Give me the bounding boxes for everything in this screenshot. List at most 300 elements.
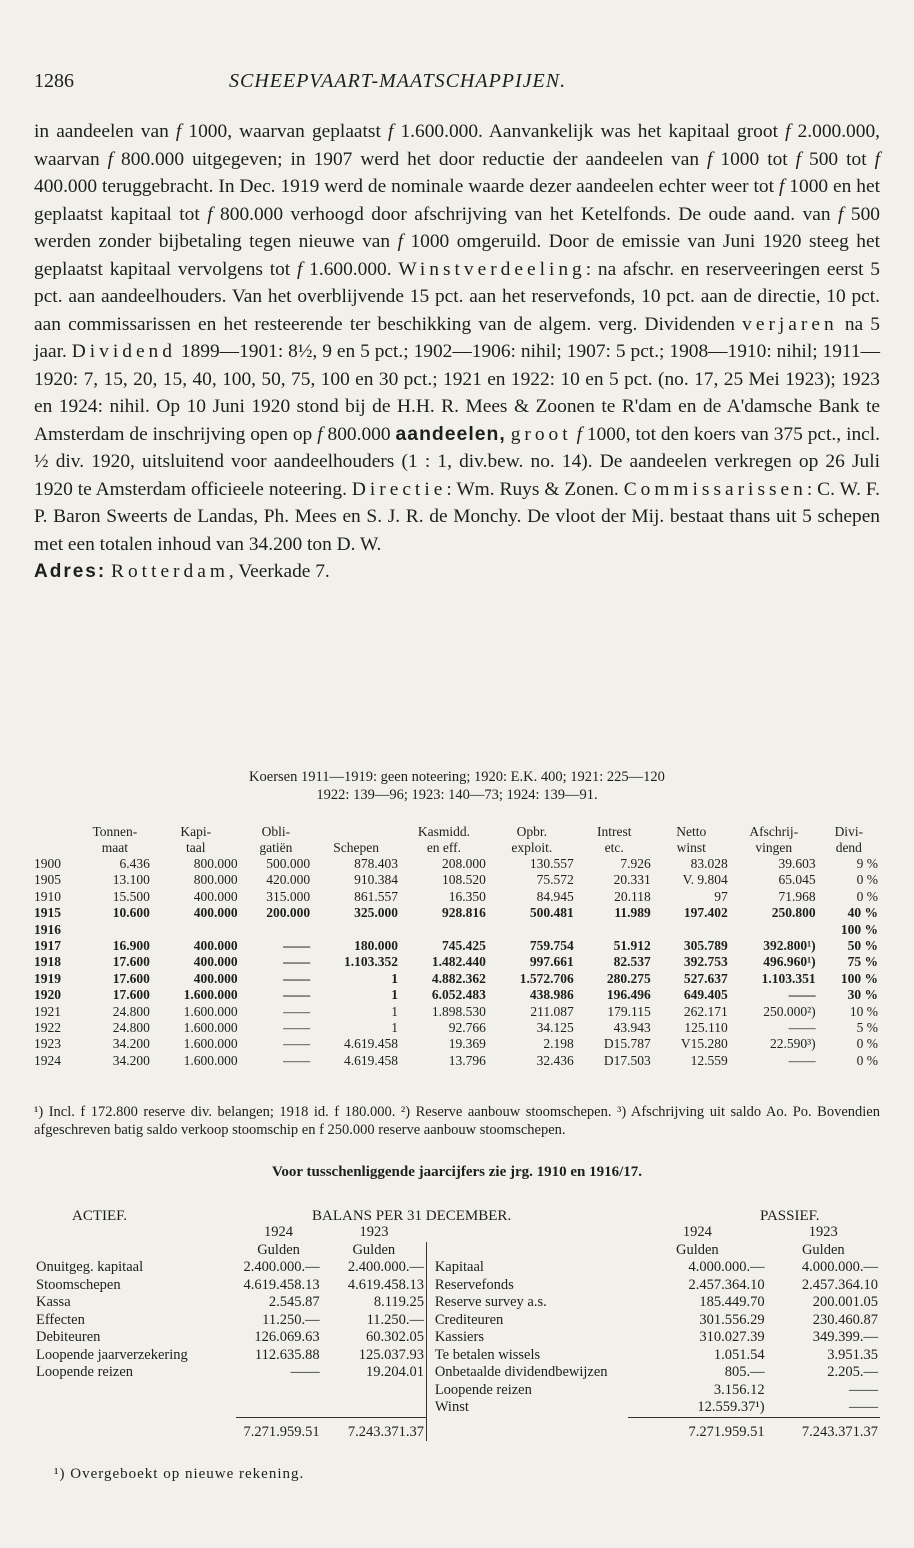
balance-item-value: 4.619.458.13 xyxy=(243,1276,320,1293)
table-cell: —— xyxy=(283,938,311,954)
year-cell: 1922 xyxy=(34,1020,61,1036)
table-cell: 496.960¹) xyxy=(763,954,816,970)
table-cell: 400.000 xyxy=(193,905,238,921)
text-run: 500 tot xyxy=(801,148,875,170)
spaced-term: Dividend xyxy=(71,341,176,362)
balance-item-label: Reserve survey a.s. xyxy=(434,1294,547,1310)
currency-symbol: f xyxy=(838,203,844,225)
table-cell: 5 % xyxy=(856,1020,878,1036)
text-run: 1000 omgeruild. Door de emissie van Juni 1920 steeg het geplaatst kapitaal vervolgens tot xyxy=(34,231,880,280)
year-cell: 1924 xyxy=(34,1052,61,1068)
table-cell: 4.882.362 xyxy=(431,970,486,986)
text-run: 1.600.000. Aanvankelijk was het kapitaal groot xyxy=(393,121,786,142)
table-cell xyxy=(78,922,152,938)
year-col-actief-1: 1924 xyxy=(264,1224,294,1240)
footnote-text: ¹) Incl. f 172.800 reserve div. belangen; 1918 id. f 180.000. ²) Reserve aanbouw stoomschepen. ³) Afschrijving uit saldo Ao. Po. Bovendien afgeschreven batig saldo verkoop stoomschip en f 250.000 reserve aanbouw stoomschepen. xyxy=(34,1104,880,1138)
table-cell: —— xyxy=(283,1003,311,1019)
table-cell: 861.557 xyxy=(354,888,399,904)
table-cell: 1.600.000 xyxy=(183,987,238,1003)
financial-statistics-table xyxy=(34,824,880,1069)
total-actief-1923: 7.243.371.37 xyxy=(322,1417,427,1441)
table-footnotes xyxy=(34,1104,880,1139)
table-cell: —— xyxy=(283,987,311,1003)
unit-passief-1: Gulden xyxy=(675,1241,719,1258)
balance-item-label: Stoomschepen xyxy=(36,1276,121,1293)
balance-item-value xyxy=(322,1382,427,1400)
table-cell: V15.280 xyxy=(680,1036,728,1052)
table-cell: 200.000 xyxy=(266,905,311,921)
table-cell: 71.968 xyxy=(778,888,816,904)
text-run: in aandeelen van xyxy=(34,121,176,142)
address-street: , Veerkade 7. xyxy=(228,561,330,582)
stats-col-header: Schepen xyxy=(333,840,379,855)
table-cell: 0 % xyxy=(856,1036,878,1052)
table-row xyxy=(34,954,880,970)
table-cell: 1.572.706 xyxy=(519,970,574,986)
stats-col-header: exploit. xyxy=(511,840,553,855)
table-cell: 0 % xyxy=(856,888,878,904)
spaced-term: Commissarissen xyxy=(623,478,807,500)
table-cell: 649.405 xyxy=(683,987,728,1003)
stats-col-header xyxy=(34,840,78,856)
text-run: 1000, waarvan geplaatst xyxy=(181,121,388,142)
table-cell: 500.000 xyxy=(266,856,311,871)
balance-item-label: Te betalen wissels xyxy=(434,1346,541,1363)
year-cell: 1921 xyxy=(34,1003,61,1019)
table-cell: 24.800 xyxy=(112,1020,150,1036)
year-cell: 1923 xyxy=(34,1036,61,1052)
table-cell: —— xyxy=(283,1036,311,1052)
company-description xyxy=(34,118,880,586)
table-cell: 100 % xyxy=(840,970,878,986)
table-cell: 400.000 xyxy=(193,970,238,986)
table-cell: 878.403 xyxy=(354,856,399,871)
table-cell xyxy=(240,922,313,938)
reference-note: Voor tusschenliggende jaarcijfers zie jrg. 1910 en 1916/17. xyxy=(271,1164,643,1180)
table-row xyxy=(34,922,880,938)
stats-col-header: en eff. xyxy=(426,840,462,855)
balance-item-value: 12.559.37¹) xyxy=(697,1399,765,1415)
currency-symbol: f xyxy=(795,148,802,170)
table-cell: 17.600 xyxy=(112,970,150,986)
total-actief-1924: 7.271.959.51 xyxy=(236,1417,322,1441)
balance-item-value xyxy=(236,1382,322,1400)
table-cell: 43.943 xyxy=(613,1020,651,1036)
balance-row xyxy=(34,1382,880,1400)
table-cell xyxy=(400,922,488,938)
text-run: 1.600.000. xyxy=(302,258,399,280)
spaced-term: verjaren xyxy=(742,313,838,335)
currency-symbol: f xyxy=(175,121,182,142)
stats-col-header: Kapi- xyxy=(180,824,212,839)
currency-symbol: f xyxy=(107,148,114,170)
total-passief-1923: 7.243.371.37 xyxy=(767,1417,880,1441)
table-cell: 392.753 xyxy=(683,954,728,970)
balance-item-value: 125.037.93 xyxy=(358,1346,425,1363)
stats-col-header: Afschrij- xyxy=(749,824,799,839)
table-cell: 325.000 xyxy=(354,905,399,921)
balance-item-value: 2.457.364.10 xyxy=(688,1276,765,1293)
text-run: 800.000 verhoogd door afschrijving van het Ketelfonds. De oude aand. van xyxy=(212,203,839,225)
table-cell: 16.900 xyxy=(112,938,150,954)
text-run: : Wm. Ruys & Zonen. xyxy=(446,478,624,500)
balance-row xyxy=(34,1312,880,1330)
table-cell: 17.600 xyxy=(112,987,150,1003)
balance-item-label: Kapitaal xyxy=(434,1259,484,1275)
table-cell: 997.661 xyxy=(529,954,574,970)
description-paragraph xyxy=(34,118,880,558)
table-cell: 9 % xyxy=(856,856,878,871)
table-cell: 51.912 xyxy=(613,938,651,954)
table-cell: 17.600 xyxy=(112,954,150,970)
balance-title: BALANS PER 31 DECEMBER. xyxy=(312,1208,512,1224)
balance-item-label: Kassiers xyxy=(434,1329,484,1345)
balance-row xyxy=(34,1294,880,1312)
page-header xyxy=(34,70,880,100)
balance-item-value: 4.000.000.— xyxy=(801,1259,878,1275)
balance-item-value xyxy=(236,1399,322,1417)
balance-item-value: 805.— xyxy=(724,1364,765,1380)
table-cell: 10 % xyxy=(849,1003,878,1019)
table-cell: 211.087 xyxy=(530,1003,574,1019)
table-row xyxy=(34,1004,880,1020)
table-cell: 65.045 xyxy=(778,872,816,888)
table-cell: V. 9.804 xyxy=(682,872,728,888)
text-run: 800.000 uitgegeven; in 1907 werd het door reductie der aandeelen van xyxy=(113,148,708,170)
page-number: 1286 xyxy=(34,70,74,92)
balance-item-label xyxy=(34,1399,236,1417)
table-cell: 250.800 xyxy=(771,905,816,921)
balance-item-value: 19.204.01 xyxy=(366,1364,425,1380)
table-cell: 1.103.351 xyxy=(761,970,816,986)
balance-item-label: Loopende reizen xyxy=(434,1381,532,1398)
table-row xyxy=(34,905,880,921)
stats-col-header: dend xyxy=(835,840,862,855)
table-cell: 6.052.483 xyxy=(431,987,486,1003)
balance-item-value: 185.449.70 xyxy=(699,1294,765,1310)
table-cell xyxy=(488,922,576,938)
table-cell: 1 xyxy=(391,1003,399,1019)
table-cell: 97 xyxy=(714,888,728,904)
table-cell: 1.600.000 xyxy=(183,1003,238,1019)
text-run: 500 werden zonder bijbetaling tegen nieuwe van xyxy=(34,203,880,252)
table-cell: 745.425 xyxy=(441,938,486,954)
balance-sheet xyxy=(34,1224,880,1441)
currency-symbol: f xyxy=(207,203,213,225)
balance-item-value: —— xyxy=(849,1381,878,1398)
balance-item-value: 301.556.29 xyxy=(699,1311,765,1328)
balance-row xyxy=(34,1399,880,1417)
balance-item-value: 3.951.35 xyxy=(827,1346,878,1363)
currency-symbol: f xyxy=(317,423,323,445)
table-cell: —— xyxy=(283,954,311,970)
year-cell: 1920 xyxy=(34,987,61,1003)
balance-row xyxy=(34,1259,880,1277)
table-cell xyxy=(653,922,730,938)
table-cell: 910.384 xyxy=(354,872,399,888)
spaced-term: Winstverdeeling xyxy=(398,258,586,280)
table-cell: 1.482.440 xyxy=(431,954,486,970)
table-cell: 32.436 xyxy=(536,1052,574,1068)
table-cell: 400.000 xyxy=(193,888,238,904)
balance-item-value: 2.400.000.— xyxy=(243,1259,320,1275)
table-cell: 180.000 xyxy=(354,938,399,954)
table-cell: 108.520 xyxy=(441,872,486,888)
table-row xyxy=(34,938,880,954)
table-cell: 800.000 xyxy=(193,856,238,871)
stats-col-header: Divi- xyxy=(834,824,864,839)
currency-symbol: f xyxy=(397,231,403,252)
table-row xyxy=(34,889,880,905)
stats-col-header: gatiën xyxy=(259,840,293,855)
balance-item-value: 349.399.— xyxy=(812,1329,878,1345)
text-run: 1000, tot den koers van 375 pct., incl. ½ div. 1920, uitsluitend voor aandeelhouders (1 : 1, div.bew. no. 14). De aandeelen verkregen op 26 Juli 1920 te Amsterdam officieele noteering. xyxy=(34,423,880,500)
year-cell: 1918 xyxy=(34,954,61,970)
balance-item-label: Effecten xyxy=(36,1311,85,1328)
balance-item-value: 112.635.88 xyxy=(254,1346,320,1363)
balance-item-value: 11.250.— xyxy=(366,1311,425,1328)
year-cell: 1910 xyxy=(34,888,61,904)
balance-item-value: 3.156.12 xyxy=(713,1381,765,1398)
spaced-term: groot xyxy=(510,423,572,445)
stats-col-header: Tonnen- xyxy=(92,824,138,839)
running-title: SCHEEPVAART-MAATSCHAPPIJEN. xyxy=(229,70,567,92)
table-cell: 13.100 xyxy=(112,872,150,888)
table-cell: 4.619.458 xyxy=(344,1052,399,1068)
stats-col-header: etc. xyxy=(604,840,624,855)
table-cell: —— xyxy=(283,1052,311,1068)
currency-symbol: f xyxy=(874,148,880,170)
table-cell: 1.898.530 xyxy=(431,1003,486,1019)
table-cell: —— xyxy=(788,1020,816,1036)
bold-term: aandeelen, xyxy=(395,422,506,445)
table-cell: D15.787 xyxy=(603,1036,651,1052)
address-label: Adres: xyxy=(34,561,107,582)
balance-item-value: 2.400.000.— xyxy=(347,1259,425,1275)
text-run: 1899—1901: 8½, 9 en 5 pct.; 1902—1906: nihil; 1907: 5 pct.; 1908—1910: nihil; 1911—1920: 7, 15, 20, 15, 40, 100, 50, 75, 100 en 30 pct.; 1921 en 1922: 10 en 5 pct. (no. 17, 25 Mei 1923); 1923 en 1924: nihil. Op 10 Juni 1920 stond bij de H.H. R. Mees & Zoonen te R'dam en de A'damsche Bank te Amsterdam de inschrijving open op xyxy=(34,341,880,445)
table-cell: 125.110 xyxy=(684,1020,728,1036)
table-cell: 40 % xyxy=(847,905,878,921)
table-cell: 196.496 xyxy=(606,987,651,1003)
text-run: 800.000 xyxy=(322,423,396,445)
table-cell: 20.331 xyxy=(613,872,651,888)
table-cell: 0 % xyxy=(856,872,878,888)
table-row xyxy=(34,856,880,872)
table-cell: 208.000 xyxy=(441,856,486,871)
balance-item-label: Reservefonds xyxy=(434,1276,514,1293)
table-cell: 1.600.000 xyxy=(183,1036,238,1052)
table-cell: 420.000 xyxy=(266,872,311,888)
currency-symbol: f xyxy=(707,148,713,170)
balance-item-label: Onbetaalde dividendbewijzen xyxy=(434,1364,608,1380)
table-cell xyxy=(576,922,653,938)
table-cell: 1.103.352 xyxy=(344,954,399,970)
stats-col-header xyxy=(34,824,78,840)
table-cell: —— xyxy=(788,1052,816,1068)
stats-col-header: maat xyxy=(101,840,128,855)
balance-item-value: 2.545.87 xyxy=(268,1294,320,1310)
address-line xyxy=(34,558,880,586)
table-cell: —— xyxy=(283,970,311,986)
table-cell: 75.572 xyxy=(536,872,574,888)
total-passief-1924: 7.271.959.51 xyxy=(628,1417,767,1441)
unit-actief-1: Gulden xyxy=(257,1241,300,1258)
stats-col-header xyxy=(312,824,400,840)
table-cell: 305.789 xyxy=(683,938,728,954)
table-cell: 1 xyxy=(391,970,399,986)
year-cell: 1905 xyxy=(34,872,61,888)
stats-col-header: winst xyxy=(676,840,706,855)
table-cell: 280.275 xyxy=(606,970,651,986)
table-row xyxy=(34,1053,880,1069)
table-cell: 12.559 xyxy=(690,1052,728,1068)
stats-col-header: Opbr. xyxy=(516,824,547,839)
table-cell: 527.637 xyxy=(683,970,728,986)
table-cell: 7.926 xyxy=(620,856,651,871)
currency-symbol: f xyxy=(778,176,785,197)
prices-line-2: 1922: 139—96; 1923: 140—73; 1924: 139—91. xyxy=(316,787,598,803)
balance-item-label: Onuitgeg. kapitaal xyxy=(36,1259,144,1275)
stats-col-header: Netto xyxy=(676,824,707,839)
balance-row xyxy=(34,1347,880,1365)
table-cell: 928.816 xyxy=(441,905,486,921)
table-cell: 82.537 xyxy=(613,954,651,970)
address-city: Rotterdam xyxy=(111,561,229,582)
table-cell: 315.000 xyxy=(266,888,311,904)
table-cell: 1.600.000 xyxy=(183,1052,238,1068)
balance-item-value: —— xyxy=(849,1399,878,1415)
table-cell: 16.350 xyxy=(448,888,486,904)
balance-item-value: 200.001.05 xyxy=(812,1294,878,1310)
table-cell: 438.986 xyxy=(529,987,574,1003)
text-run: : C. W. F. P. Baron Sweerts de Landas, Ph. Mees en S. J. R. de Monchy. De vloot der Mij. bestaat thans uit 5 schepen met een totalen inhoud van 34.200 ton D. W. xyxy=(34,478,880,555)
table-cell: 179.115 xyxy=(607,1003,651,1019)
balance-item-value: 126.069.63 xyxy=(254,1329,320,1345)
balance-item-value: 11.250.— xyxy=(262,1311,320,1328)
balance-item-label: Loopende jaarverzekering xyxy=(36,1346,188,1363)
text-run: 400.000 teruggebracht. In Dec. 1919 werd de nominale waarde dezer aandeelen echter weer tot xyxy=(34,176,779,197)
balance-item-value: 60.302.05 xyxy=(366,1329,425,1345)
table-cell: 15.500 xyxy=(112,888,150,904)
balance-item-value: 8.119.25 xyxy=(373,1294,425,1310)
table-cell: —— xyxy=(788,987,816,1003)
text-run: : na afschr. en reserveeringen eerst 5 pct. aan aandeelhouders. Van het overblijvende 15 pct. aan het reservefonds, 10 pct. aan de directie, 10 pct. aan commissarissen en het resteerende ter beschikking van de algem. verg. Dividenden xyxy=(34,258,880,335)
table-cell: 50 % xyxy=(847,938,878,954)
year-cell: 1916 xyxy=(34,921,61,937)
table-cell: —— xyxy=(283,1020,311,1036)
currency-symbol: f xyxy=(576,423,582,445)
table-cell: 92.766 xyxy=(448,1020,486,1036)
share-prices xyxy=(34,768,880,804)
table-cell: 1 xyxy=(391,1020,399,1036)
balance-item-value xyxy=(322,1399,427,1417)
text-run: 2.000.000, waarvan xyxy=(34,121,880,170)
table-cell: 1.600.000 xyxy=(183,1020,238,1036)
year-cell: 1919 xyxy=(34,970,61,986)
table-cell: 262.171 xyxy=(683,1003,728,1019)
balance-item-value: 230.460.87 xyxy=(812,1311,878,1328)
stats-col-header: Intrest xyxy=(596,824,632,839)
table-cell: D17.503 xyxy=(603,1052,651,1068)
table-cell: 500.481 xyxy=(529,905,574,921)
stats-col-header: Obli- xyxy=(261,824,291,839)
balance-item-value: 4.000.000.— xyxy=(688,1259,765,1275)
text-run: na 5 jaar. xyxy=(34,313,880,362)
year-col-passief-1: 1924 xyxy=(682,1224,712,1240)
prices-line-1: Koersen 1911—1919: geen noteering; 1920: E.K. 400; 1921: 225—120 xyxy=(249,769,665,785)
table-cell xyxy=(312,922,400,938)
table-cell: 20.118 xyxy=(614,888,651,904)
assets-heading: ACTIEF. xyxy=(72,1208,128,1224)
balance-row xyxy=(34,1364,880,1382)
unit-actief-2: Gulden xyxy=(352,1241,396,1258)
table-cell: 39.603 xyxy=(778,856,816,871)
balance-item-label xyxy=(34,1382,236,1400)
table-cell: 24.800 xyxy=(112,1003,150,1019)
balance-item-value: 2.205.— xyxy=(827,1364,878,1380)
liabilities-heading: PASSIEF. xyxy=(760,1208,820,1224)
table-cell: 0 % xyxy=(856,1052,878,1068)
table-cell: 800.000 xyxy=(193,872,238,888)
year-col-passief-2: 1923 xyxy=(808,1224,838,1240)
table-cell: 11.989 xyxy=(614,905,651,921)
table-cell: 22.590³) xyxy=(769,1036,816,1052)
year-cell: 1900 xyxy=(34,856,61,871)
balance-item-value: —— xyxy=(290,1364,320,1380)
balance-item-label: Crediteuren xyxy=(434,1311,504,1328)
table-cell: 392.800¹) xyxy=(763,938,816,954)
table-cell: 2.198 xyxy=(543,1036,574,1052)
table-cell: 130.557 xyxy=(529,856,574,871)
balance-item-value: 4.619.458.13 xyxy=(347,1276,425,1293)
stats-col-header: vingen xyxy=(755,840,793,855)
stats-col-header: Kasmidd. xyxy=(417,824,470,839)
balance-row xyxy=(34,1277,880,1295)
balance-item-label: Kassa xyxy=(36,1294,71,1310)
text-run: 1000 en het geplaatst kapitaal tot xyxy=(34,176,880,225)
table-cell: 34.125 xyxy=(536,1020,574,1036)
balance-row xyxy=(34,1329,880,1347)
year-cell: 1915 xyxy=(34,905,61,921)
unit-passief-2: Gulden xyxy=(801,1241,845,1258)
table-row xyxy=(34,971,880,987)
table-cell: 1 xyxy=(391,987,399,1003)
table-cell: 34.200 xyxy=(112,1036,150,1052)
stats-col-header: taal xyxy=(186,840,206,855)
table-cell: 75 % xyxy=(847,954,878,970)
table-cell: 400.000 xyxy=(193,954,238,970)
balance-item-value: 2.457.364.10 xyxy=(801,1276,878,1293)
balance-item-label: Loopende reizen xyxy=(36,1364,134,1380)
table-cell: 100 % xyxy=(840,921,878,937)
table-cell: 400.000 xyxy=(193,938,238,954)
table-cell: 19.369 xyxy=(448,1036,486,1052)
table-cell: 4.619.458 xyxy=(344,1036,399,1052)
table-cell: 83.028 xyxy=(690,856,728,871)
table-cell xyxy=(152,922,240,938)
table-cell: 197.402 xyxy=(683,905,728,921)
table-cell: 84.945 xyxy=(536,888,574,904)
table-cell xyxy=(730,922,818,938)
spaced-term: Directie xyxy=(351,478,447,500)
text-run: 1000 tot xyxy=(712,148,796,170)
table-cell: 10.600 xyxy=(112,905,150,921)
balance-footnote: ¹) Overgeboekt op nieuwe rekening. xyxy=(54,1466,305,1482)
year-cell: 1917 xyxy=(34,938,61,954)
table-cell: 13.796 xyxy=(448,1052,486,1068)
table-row xyxy=(34,1020,880,1036)
balance-item-label: Debiteuren xyxy=(36,1329,101,1345)
